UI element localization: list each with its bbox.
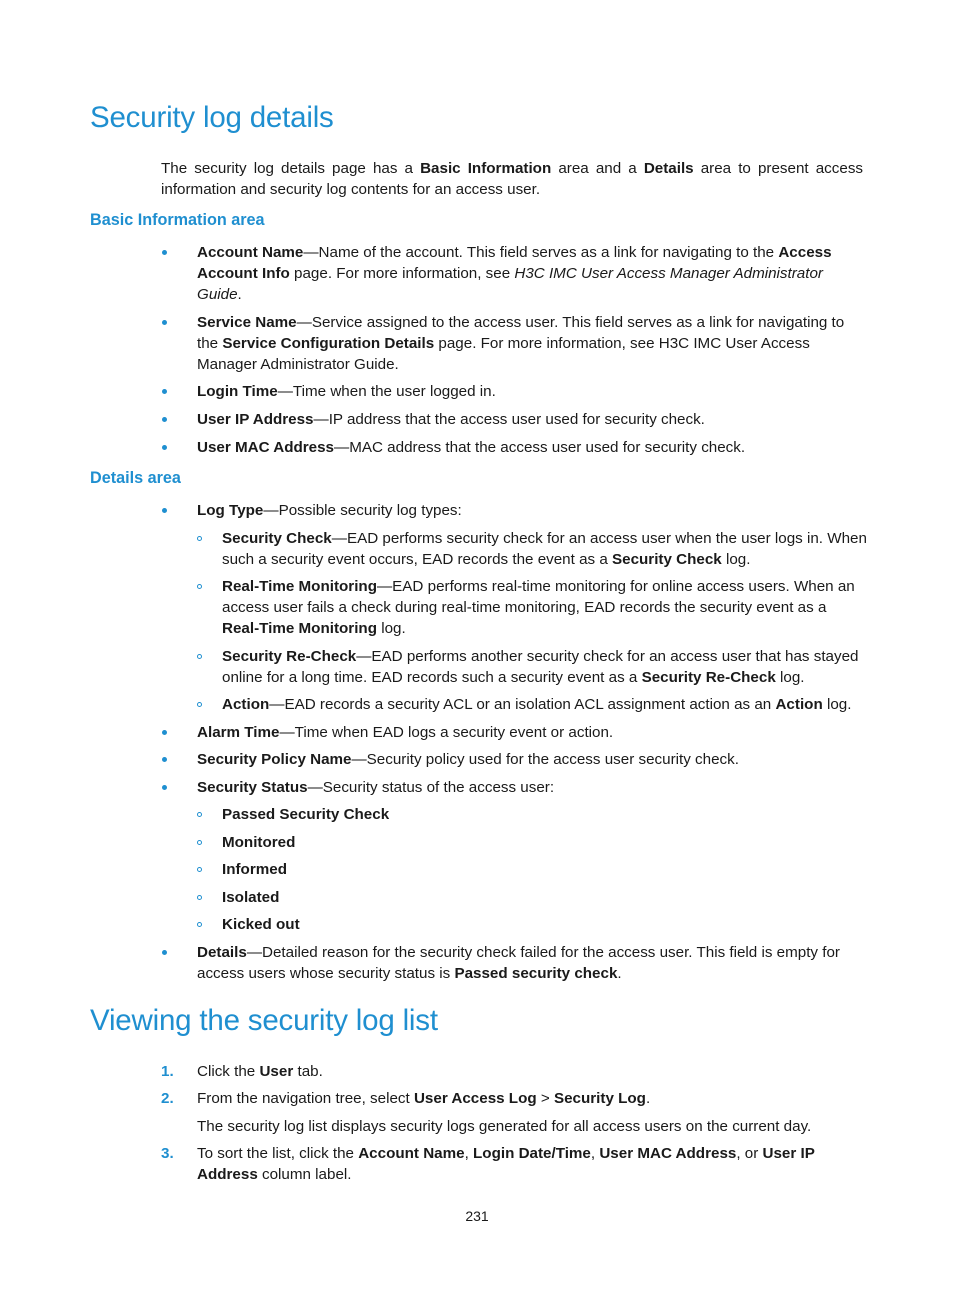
status-label: Passed Security Check xyxy=(222,806,390,823)
list-item-text: User MAC Address—MAC address that the access user used for security check. xyxy=(197,439,746,456)
bullet-icon xyxy=(162,445,167,450)
page-number: 231 xyxy=(465,1208,489,1224)
circle-bullet-icon xyxy=(197,867,202,872)
sub-item-text: Security Re-Check—EAD performs another security check for an access user that has stayed online for a long time. EAD records such a security event as a Security Re-Check log. xyxy=(222,648,859,686)
list-item-text: Alarm Time—Time when EAD logs a security event or action. xyxy=(197,724,614,741)
status-label: Kicked out xyxy=(222,916,300,933)
circle-bullet-icon xyxy=(197,812,202,817)
sub-item-text: Action—EAD records a security ACL or an isolation ACL assignment action as an Action log. xyxy=(222,696,852,713)
section-title-viewing-security-log-list: Viewing the security log list xyxy=(90,1004,438,1037)
list-item-text: Details—Detailed reason for the security check failed for the access user. This field is empty for access users whose security status is Passed security check. xyxy=(197,944,840,982)
list-item-text: User IP Address—IP address that the access user used for security check. xyxy=(197,411,705,428)
list-item-text: Account Name—Name of the account. This field serves as a link for navigating to the Access Account Info page. For more information, see H3C IMC User Access Manager Administrator Guide. xyxy=(197,244,832,303)
circle-bullet-icon xyxy=(197,654,202,659)
bullet-icon xyxy=(162,950,167,955)
sub-item-text: Security Check—EAD performs security check for an access user when the user logs in. When such a security event occurs, EAD records the event as a Security Check log. xyxy=(222,530,867,568)
list-item-text: Security Policy Name—Security policy used for the access user security check. xyxy=(197,751,739,768)
intro-paragraph: The security log details page has a Basic Information area and a Details area to present access information and security log contents for an access user. xyxy=(161,160,864,198)
circle-bullet-icon xyxy=(197,922,202,927)
heading-basic-information-area: Basic Information area xyxy=(90,211,265,229)
step-text: Click the User tab. xyxy=(197,1063,323,1080)
bullet-icon xyxy=(162,757,167,762)
list-item-text: Service Name—Service assigned to the access user. This field serves as a link for navigating to the Service Configuration Details page. For more information, see H3C IMC User Access Manager Administrator Guide. xyxy=(197,314,845,373)
list-item-text: Log Type—Possible security log types: xyxy=(197,502,462,519)
status-label: Monitored xyxy=(222,834,296,851)
bullet-icon xyxy=(162,389,167,394)
step-text: To sort the list, click the Account Name, Login Date/Time, User MAC Address, or User IP Address column label. xyxy=(197,1145,815,1183)
status-label: Isolated xyxy=(222,889,280,906)
step-text: From the navigation tree, select User Access Log > Security Log. xyxy=(197,1090,651,1107)
section-title-security-log-details: Security log details xyxy=(90,101,334,134)
circle-bullet-icon xyxy=(197,895,202,900)
bullet-icon xyxy=(162,417,167,422)
circle-bullet-icon xyxy=(197,536,202,541)
step-note-text: The security log list displays security logs generated for all access users on the current day. xyxy=(197,1118,812,1135)
sub-item-text: Real-Time Monitoring—EAD performs real-time monitoring for online access users. When an access user fails a check during real-time monitoring, EAD records the security event as a Real-Time Monitoring log. xyxy=(222,578,855,637)
status-label: Informed xyxy=(222,861,287,878)
bullet-icon xyxy=(162,785,167,790)
list-item-text: Login Time—Time when the user logged in. xyxy=(197,383,496,400)
circle-bullet-icon xyxy=(197,840,202,845)
bullet-icon xyxy=(162,508,167,513)
step-number: 1. xyxy=(161,1063,174,1080)
list-item-text: Security Status—Security status of the access user: xyxy=(197,779,555,796)
heading-details-area: Details area xyxy=(90,469,181,487)
bullet-icon xyxy=(162,730,167,735)
circle-bullet-icon xyxy=(197,702,202,707)
bullet-icon xyxy=(162,250,167,255)
circle-bullet-icon xyxy=(197,584,202,589)
step-number: 3. xyxy=(161,1145,174,1162)
step-number: 2. xyxy=(161,1090,174,1107)
bullet-icon xyxy=(162,320,167,325)
